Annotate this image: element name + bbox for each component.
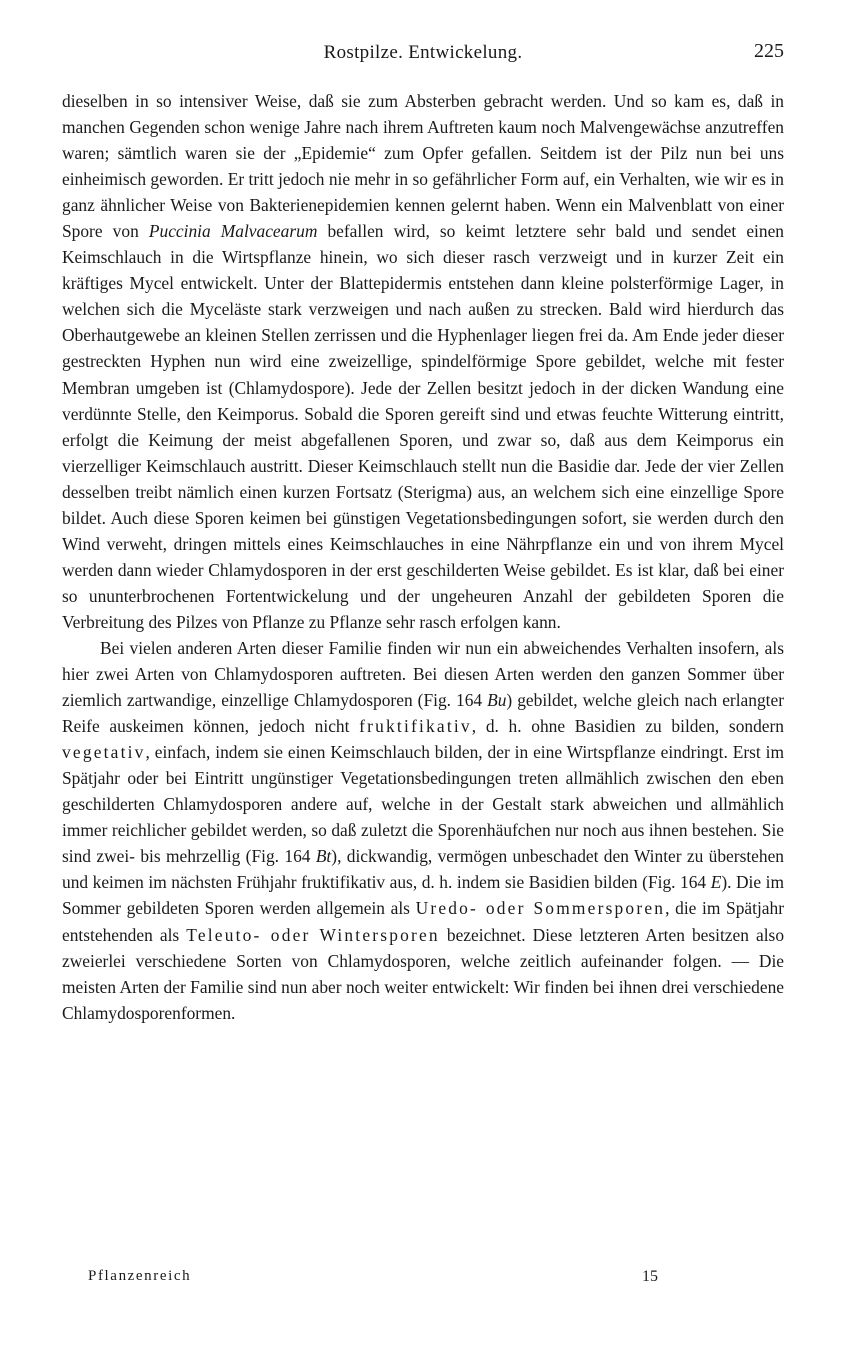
paragraph-2-text-e: ), dickwandig, vermögen unbeschadet den Winter zu überstehen und keimen im nächsten Frühjahr fruktifikativ aus, d. h. indem sie Basidien bilden (Fig. 164 (62, 846, 784, 893)
signature-number: 15 (642, 1268, 658, 1285)
term-vegetativ: vegetativ (62, 742, 146, 763)
paragraph-2-text-c: , d. h. ohne Basidien zu bilden, sondern (471, 716, 784, 737)
term-uredo-sommersporen: Uredo- oder Sommersporen (415, 898, 666, 919)
printer-signature: Pflanzenreich (88, 1268, 192, 1284)
book-page (62, 36, 785, 1285)
paragraph-2-text-a: Bei vielen anderen Arten dieser Familie finden wir nun ein abweichendes Verhalten insofern, als hier zwei Arten von Chlamydosporen auftreten. Bei diesen Arten werden den ganzen Sommer über ziemlich zartwandige, einzellige Chlamydosporen (Fig. 164 (62, 637, 784, 711)
paragraph-2 (62, 635, 784, 1026)
paragraph-2-text-f: ). Die im Sommer gebildeten Sporen werden allgemein als (62, 872, 785, 919)
paragraph-1 (62, 88, 784, 635)
paragraph-1-text-a: dieselben in so intensiver Weise, daß sie zum Absterben gebracht werden. Und so kam es, daß in manchen Gegenden schon wenige Jahre nach ihrem Auftreten kaum noch Malvengewächse anzutreffen waren; sämtlich waren sie der „Epidemie“ zum Opfer gefallen. Seitdem ist der Pilz nun bei uns einheimisch geworden. Er tritt jedoch nie mehr in so gefährlicher Form auf, ein Verhalten, wie wir es in ganz ähnlicher Weise von Bakterienepidemien kennen gelernt haben. Wenn ein Malvenblatt von einer Spore von (62, 91, 784, 242)
species-name: Puccinia Malvacearum (148, 221, 318, 242)
body-text (62, 88, 784, 1026)
paragraph-1-text-b: befallen wird, so keimt letztere sehr bald und sendet einen Keimschlauch in die Wirtspflanze hinein, wo sich dieser rasch verzweigt und in kurzer Zeit ein kräftiges Mycel entwickelt. Unter der Blattepidermis entstehen dann kleine polsterförmige Lager, in welchen sich die Myceläste stark verzweigen und nach außen zu strecken. Bald wird hierdurch das Oberhautgewebe an kleinen Stellen zerrissen und die Hyphenlager liegen frei da. Am Ende jeder dieser gestreckten Hyphen nun wird eine zweizellige, spindelförmige Spore gebildet, welche mit fester Membran umgeben ist (Chlamydospore). Jede der Zellen besitzt jedoch in der dicken Wandung eine verdünnte Stelle, den Keimporus. Sobald die Sporen gereift sind und etwas feuchte Witterung eintritt, erfolgt die Keimung der meist abgefallenen Sporen, und zwar so, daß aus dem Keimporus ein vierzelliger Keimschlauch austritt. Dieser Keimschlauch stellt nun die Basidie dar. Jede der vier Zellen desselben treibt nämlich einen kurzen Fortsatz (Sterigma) aus, an welchem sich eine einzellige Spore bildet. Auch diese Sporen keimen bei günstigen Vegetationsbedingungen sofort, sie werden durch den Wind verweht, dringen mittels eines Keimschlauches in eine Nährpflanze ein und von ihrem Mycel werden dann wieder Chlamydosporen in der erst geschilderten Weise gebildet. Es ist klar, daß bei einer so ununterbrochenen Fortentwickelung und der ungeheuren Anzahl der gebildeten Sporen die Verbreitung des Pilzes von Pflanze zu Pflanze sehr rasch erfolgen kann. (62, 221, 784, 632)
term-teleuto-wintersporen: Teleuto- oder Wintersporen (186, 924, 440, 945)
running-head-title: Rostpilze. Entwickelung. (323, 42, 523, 63)
paragraph-2-text-d: , einfach, indem sie einen Keimschlauch bilden, der in eine Wirtspflanze eindringt. Erst im Spätjahr oder bei Eintritt ungünstiger Vegetationsbedingungen treten allmählich zwischen den eben geschilderten Chlamydosporen andere auf, welche in der Gestalt stark abweichen und allmählich immer reichlicher gebildet werden, so daß zuletzt die Sporenhäufchen nur noch aus ihnen bestehen. Sie sind zwei- bis mehrzellig (Fig. 164 (62, 742, 784, 867)
running-head (62, 36, 784, 72)
page-footer (62, 1268, 784, 1292)
page-number: 225 (754, 40, 784, 62)
figure-ref-bu: Bu (487, 690, 507, 711)
figure-ref-bt: Bt (315, 846, 332, 867)
figure-ref-e: E (710, 872, 722, 893)
term-fruktifikativ: fruktifikativ (359, 716, 472, 737)
paragraph-2-text-b: ) gebildet, welche gleich nach erlangter Reife auskeimen können, jedoch nicht (62, 690, 784, 737)
paragraph-2-text-g: , die im Spätjahr entstehenden als (62, 898, 784, 945)
paragraph-2-text-h: bezeichnet. Diese letzteren Arten besitzen also zweierlei verschiedene Sorten von Chlamydosporen, welche zeitlich aufeinander folgen. — Die meisten Arten der Familie sind nun aber noch weiter entwickelt: Wir finden bei ihnen drei verschiedene Chlamydosporenformen. (62, 924, 785, 1023)
